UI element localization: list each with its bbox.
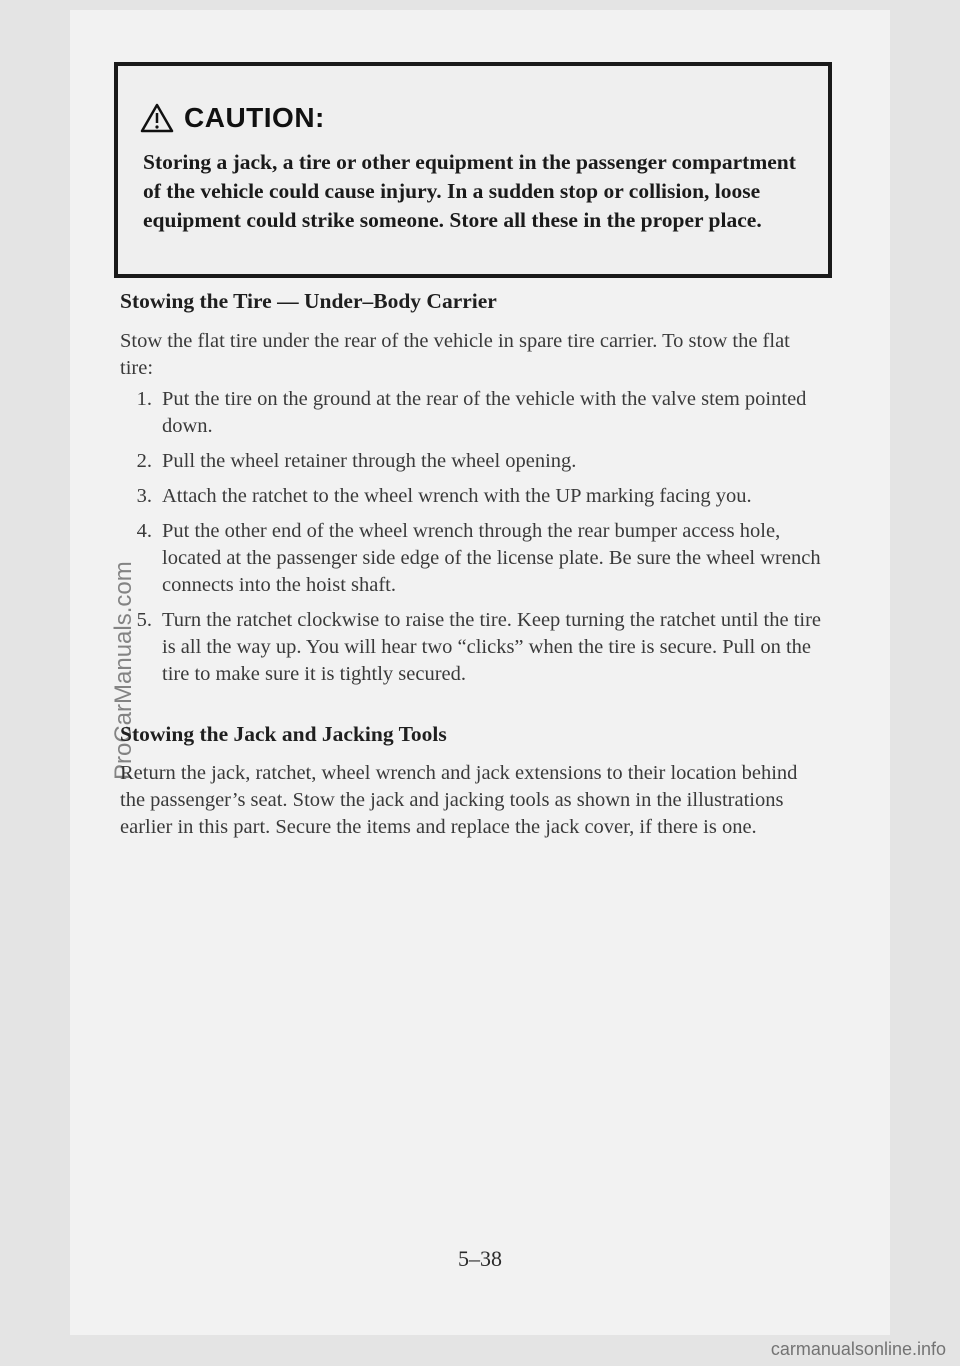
section-text-jack: Return the jack, ratchet, wheel wrench and jack extensions to their location behind the passenger’s seat. Stow the jack and jacking tools as shown in the illustrations earlier in this part. Secure the items and replace the jack cover, if there is one.	[120, 762, 798, 838]
section-intro: Stow the flat tire under the rear of the vehicle in spare tire carrier. To stow the flat tire:	[120, 330, 790, 379]
steps-list	[124, 386, 824, 696]
watermark-bottom: carmanualsonline.info	[770, 1339, 946, 1359]
section-heading-jack: Stowing the Jack and Jacking Tools	[120, 722, 447, 746]
caution-title: CAUTION:	[184, 102, 325, 133]
list-item: 4. Put the other end of the wheel wrench through the rear bumper access hole, located at the passenger side edge of the license plate. Be sure the wheel wrench connects into the hoist shaft.	[136, 520, 821, 596]
page-number: 5–38	[458, 1246, 502, 1271]
caution-text: Storing a jack, a tire or other equipment in the passenger compartment of the vehicle could cause injury. In a sudden stop or collision, loose equipment could strike someone. Store all these in the proper place.	[143, 150, 796, 232]
section-heading-tire: Stowing the Tire — Under–Body Carrier	[120, 289, 497, 313]
list-item: 2. Pull the wheel retainer through the wheel opening.	[136, 450, 577, 472]
list-item: 5. Turn the ratchet clockwise to raise the tire. Keep turning the ratchet until the tire is all the way up. You will hear two “clicks” when the tire is secure. Pull on the tire to make sure it is tightly secured.	[136, 609, 822, 685]
caution-header	[140, 102, 325, 134]
caution-box	[114, 62, 832, 278]
list-item: 1. Put the tire on the ground at the rear of the vehicle with the valve stem pointed down.	[136, 388, 807, 437]
warning-triangle-icon	[140, 103, 174, 133]
watermark-vertical: ProCarManuals.com	[110, 561, 137, 780]
list-item: 3. Attach the ratchet to the wheel wrench with the UP marking facing you.	[136, 485, 752, 507]
